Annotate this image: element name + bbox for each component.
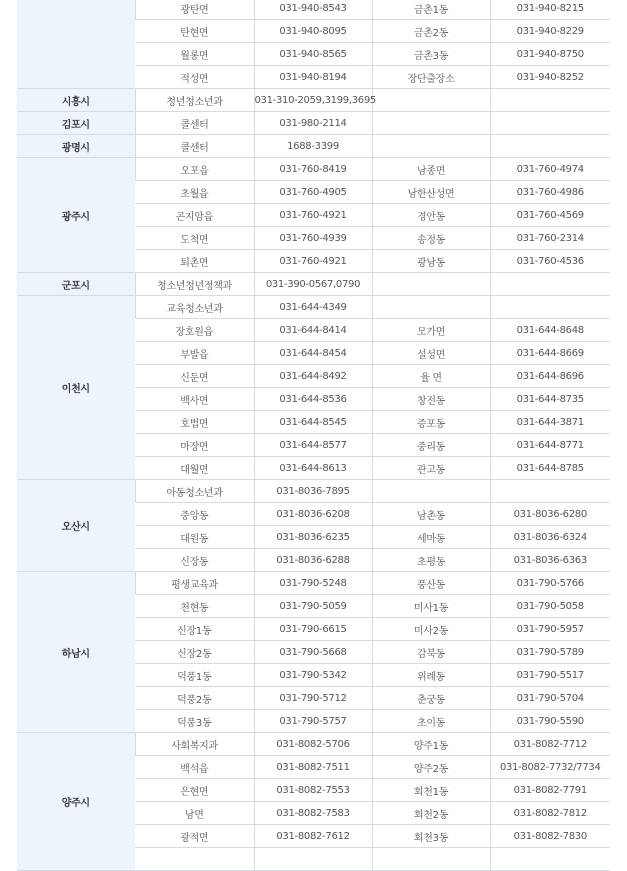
district-office-cell: 마장면	[135, 434, 254, 457]
city-name-cell: 군포시	[17, 273, 135, 296]
district-office-cell	[135, 848, 254, 871]
table-row	[17, 296, 610, 319]
phone-number-cell: 031-940-8194	[254, 66, 372, 89]
district-office-cell: 신둔면	[135, 365, 254, 388]
district-office-cell: 금촌1동	[372, 0, 490, 20]
phone-number-cell: 031-790-5059	[254, 595, 372, 618]
phone-number-cell: 031-644-8771	[490, 434, 610, 457]
district-office-cell: 세마동	[372, 526, 490, 549]
phone-number-cell: 031-940-8565	[254, 43, 372, 66]
district-office-cell: 청년청소년과	[135, 89, 254, 112]
city-name-cell: 김포시	[17, 112, 135, 135]
city-name-cell: 시흥시	[17, 89, 135, 112]
phone-number-cell: 031-8082-7812	[490, 802, 610, 825]
district-office-cell: 은현면	[135, 779, 254, 802]
phone-number-cell: 031-790-5517	[490, 664, 610, 687]
district-office-cell	[372, 135, 490, 158]
phone-number-cell: 031-790-5058	[490, 595, 610, 618]
city-name-cell: 이천시	[17, 296, 135, 480]
district-office-cell: 초월읍	[135, 181, 254, 204]
phone-number-cell: 031-790-5668	[254, 641, 372, 664]
district-office-cell: 모가면	[372, 319, 490, 342]
phone-number-cell	[490, 89, 610, 112]
table-row	[17, 158, 610, 181]
phone-number-cell: 031-760-4569	[490, 204, 610, 227]
district-office-cell: 적성면	[135, 66, 254, 89]
phone-number-cell: 031-8036-6280	[490, 503, 610, 526]
district-office-cell	[372, 296, 490, 319]
table-row	[17, 273, 610, 296]
table-row	[17, 135, 610, 158]
district-office-cell: 광적면	[135, 825, 254, 848]
district-office-cell	[372, 480, 490, 503]
city-name-cell: 오산시	[17, 480, 135, 572]
district-office-cell: 경안동	[372, 204, 490, 227]
district-office-cell: 남촌동	[372, 503, 490, 526]
district-office-cell: 청소년청년정책과	[135, 273, 254, 296]
district-office-cell: 중앙동	[135, 503, 254, 526]
district-office-cell: 율 면	[372, 365, 490, 388]
district-office-cell: 양주2동	[372, 756, 490, 779]
phone-number-cell: 031-644-8648	[490, 319, 610, 342]
phone-number-cell: 031-760-4921	[254, 250, 372, 273]
phone-number-cell	[490, 112, 610, 135]
table-row	[17, 572, 610, 595]
district-office-cell: 광탄면	[135, 0, 254, 20]
district-office-cell: 광남동	[372, 250, 490, 273]
table-row	[17, 480, 610, 503]
district-office-cell: 평생교육과	[135, 572, 254, 595]
phone-number-cell: 031-644-8414	[254, 319, 372, 342]
phone-number-cell	[490, 480, 610, 503]
district-office-cell: 풍산동	[372, 572, 490, 595]
phone-number-cell	[490, 273, 610, 296]
city-name-cell: 광명시	[17, 135, 135, 158]
phone-number-cell: 031-790-5590	[490, 710, 610, 733]
district-office-cell: 장호원읍	[135, 319, 254, 342]
phone-number-cell: 031-390-0567,0790	[254, 273, 372, 296]
district-office-cell: 위례동	[372, 664, 490, 687]
phone-number-cell: 031-760-8419	[254, 158, 372, 181]
district-office-cell: 감북동	[372, 641, 490, 664]
phone-number-cell: 031-8036-6324	[490, 526, 610, 549]
district-office-cell: 송정동	[372, 227, 490, 250]
city-name-cell: 양주시	[17, 733, 135, 871]
district-office-cell: 호법면	[135, 411, 254, 434]
district-office-cell: 춘궁동	[372, 687, 490, 710]
table-row	[17, 89, 610, 112]
district-office-cell: 금촌2동	[372, 20, 490, 43]
district-office-cell: 창전동	[372, 388, 490, 411]
phone-number-cell: 031-644-8613	[254, 457, 372, 480]
phone-number-cell: 031-8082-7732/7734	[490, 756, 610, 779]
district-office-cell: 남종면	[372, 158, 490, 181]
district-office-cell: 콜센터	[135, 135, 254, 158]
city-name-cell: 광주시	[17, 158, 135, 273]
phone-number-cell	[254, 848, 372, 871]
district-office-cell: 오포읍	[135, 158, 254, 181]
district-office-cell: 남한산성면	[372, 181, 490, 204]
phone-number-cell: 031-8036-7895	[254, 480, 372, 503]
district-office-cell: 곤지암읍	[135, 204, 254, 227]
phone-number-cell: 031-644-8577	[254, 434, 372, 457]
district-office-cell: 증포동	[372, 411, 490, 434]
table-row	[17, 733, 610, 756]
district-office-cell: 부발읍	[135, 342, 254, 365]
phone-number-cell: 031-8036-6288	[254, 549, 372, 572]
phone-number-cell: 031-644-8785	[490, 457, 610, 480]
phone-number-cell: 031-8082-7830	[490, 825, 610, 848]
phone-number-cell: 031-940-8095	[254, 20, 372, 43]
contact-table-container	[17, 0, 610, 871]
district-office-cell: 중리동	[372, 434, 490, 457]
district-office-cell: 대원동	[135, 526, 254, 549]
district-office-cell: 퇴촌면	[135, 250, 254, 273]
district-office-cell: 회천2동	[372, 802, 490, 825]
phone-number-cell: 031-760-4905	[254, 181, 372, 204]
district-office-cell	[372, 848, 490, 871]
phone-number-cell: 031-644-3871	[490, 411, 610, 434]
district-office-cell: 신장1동	[135, 618, 254, 641]
district-office-cell: 도척면	[135, 227, 254, 250]
phone-number-cell: 031-940-8215	[490, 0, 610, 20]
phone-number-cell: 031-760-4986	[490, 181, 610, 204]
phone-number-cell: 031-644-8545	[254, 411, 372, 434]
district-office-cell: 덕풍3동	[135, 710, 254, 733]
district-office-cell: 미사2동	[372, 618, 490, 641]
district-office-cell: 백사면	[135, 388, 254, 411]
phone-number-cell: 031-644-8454	[254, 342, 372, 365]
phone-number-cell: 031-8082-7583	[254, 802, 372, 825]
district-office-cell	[372, 89, 490, 112]
phone-number-cell: 031-8082-5706	[254, 733, 372, 756]
phone-number-cell: 031-310-2059,3199,3695	[254, 89, 372, 112]
district-office-cell: 회천1동	[372, 779, 490, 802]
district-office-cell: 콜센터	[135, 112, 254, 135]
district-office-cell	[372, 273, 490, 296]
table-body	[17, 0, 610, 871]
phone-number-cell: 031-8036-6235	[254, 526, 372, 549]
phone-number-cell: 031-980-2114	[254, 112, 372, 135]
phone-number-cell: 031-760-4921	[254, 204, 372, 227]
district-office-cell: 남면	[135, 802, 254, 825]
phone-number-cell: 031-760-4974	[490, 158, 610, 181]
district-office-cell: 월롱면	[135, 43, 254, 66]
phone-number-cell: 031-760-4536	[490, 250, 610, 273]
phone-number-cell: 031-790-5712	[254, 687, 372, 710]
table-row	[17, 0, 610, 20]
phone-number-cell: 031-790-5789	[490, 641, 610, 664]
district-office-cell: 대월면	[135, 457, 254, 480]
phone-number-cell	[490, 296, 610, 319]
phone-number-cell: 031-760-4939	[254, 227, 372, 250]
phone-number-cell: 031-8082-7511	[254, 756, 372, 779]
phone-number-cell: 031-8082-7712	[490, 733, 610, 756]
phone-number-cell: 031-760-2314	[490, 227, 610, 250]
phone-number-cell: 031-8082-7553	[254, 779, 372, 802]
phone-number-cell: 031-644-8492	[254, 365, 372, 388]
phone-number-cell: 031-940-8229	[490, 20, 610, 43]
phone-number-cell: 031-644-8735	[490, 388, 610, 411]
phone-number-cell: 031-940-8252	[490, 66, 610, 89]
phone-number-cell: 031-8082-7612	[254, 825, 372, 848]
district-office-cell: 백석읍	[135, 756, 254, 779]
district-office-cell: 금촌3동	[372, 43, 490, 66]
district-office-cell: 탄현면	[135, 20, 254, 43]
district-office-cell: 사회복지과	[135, 733, 254, 756]
district-office-cell: 미사1동	[372, 595, 490, 618]
district-office-cell: 장단출장소	[372, 66, 490, 89]
district-office-cell: 초평동	[372, 549, 490, 572]
phone-number-cell: 031-8036-6363	[490, 549, 610, 572]
city-name-cell: 하남시	[17, 572, 135, 733]
district-office-cell: 신장2동	[135, 641, 254, 664]
phone-number-cell: 031-790-6615	[254, 618, 372, 641]
phone-number-cell: 031-644-8669	[490, 342, 610, 365]
table-row	[17, 112, 610, 135]
district-office-cell: 아동청소년과	[135, 480, 254, 503]
district-office-cell: 설성면	[372, 342, 490, 365]
phone-number-cell: 031-790-5342	[254, 664, 372, 687]
district-office-cell: 신장동	[135, 549, 254, 572]
phone-number-cell	[490, 848, 610, 871]
phone-number-cell: 031-790-5757	[254, 710, 372, 733]
phone-number-cell: 031-8036-6208	[254, 503, 372, 526]
phone-number-cell: 031-644-4349	[254, 296, 372, 319]
phone-number-cell: 031-790-5248	[254, 572, 372, 595]
district-office-cell: 관고동	[372, 457, 490, 480]
phone-number-cell: 031-644-8536	[254, 388, 372, 411]
district-office-cell: 양주1동	[372, 733, 490, 756]
phone-number-cell: 031-8082-7791	[490, 779, 610, 802]
district-contact-table	[17, 0, 610, 871]
phone-number-cell: 031-790-5704	[490, 687, 610, 710]
district-office-cell: 초이동	[372, 710, 490, 733]
phone-number-cell: 1688-3399	[254, 135, 372, 158]
phone-number-cell: 031-790-5957	[490, 618, 610, 641]
district-office-cell: 천현동	[135, 595, 254, 618]
district-office-cell: 회천3동	[372, 825, 490, 848]
district-office-cell: 교육청소년과	[135, 296, 254, 319]
phone-number-cell: 031-940-8543	[254, 0, 372, 20]
district-office-cell	[372, 112, 490, 135]
phone-number-cell: 031-644-8696	[490, 365, 610, 388]
city-name-cell	[17, 0, 135, 89]
phone-number-cell: 031-940-8750	[490, 43, 610, 66]
phone-number-cell	[490, 135, 610, 158]
district-office-cell: 덕풍2동	[135, 687, 254, 710]
phone-number-cell: 031-790-5766	[490, 572, 610, 595]
district-office-cell: 덕풍1동	[135, 664, 254, 687]
